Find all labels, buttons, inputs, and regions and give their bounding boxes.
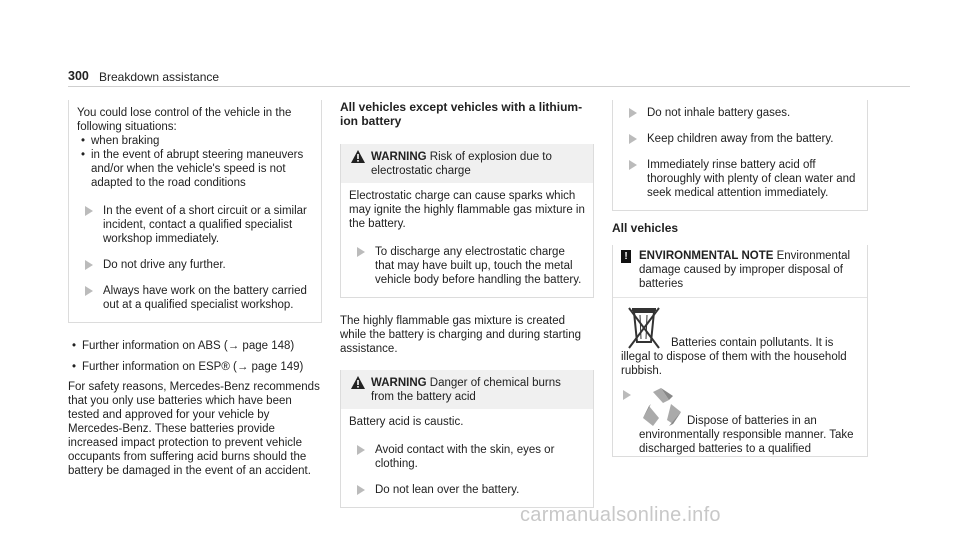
action-text: Immediately rinse battery acid off thoroughly with plenty of clean water and seek medical attention immediately.	[647, 159, 856, 199]
action-step	[349, 245, 585, 287]
section-heading: All vehicles except vehicles with a lithium-ion battery	[340, 100, 583, 128]
warning-title: Risk of explosion due to electrostatic charge	[371, 151, 552, 177]
pollutants-text: Batteries contain pollutants. It is illegal to dispose of them with the household rubbish.	[621, 337, 847, 377]
action-text: In the event of a short circuit or a similar incident, contact a qualified specialist workshop immediately.	[103, 205, 307, 245]
arrow-icon	[85, 206, 93, 216]
column-3	[612, 100, 868, 457]
warning-label: WARNING	[371, 151, 427, 163]
watermark: carmanualsonline.info	[520, 504, 721, 526]
action-step	[349, 483, 585, 497]
action-step	[349, 443, 585, 471]
action-step	[77, 284, 313, 312]
environment-header	[613, 245, 867, 298]
arrow-icon	[623, 390, 631, 400]
warning-title: Danger of chemical burns from the battery acid	[371, 377, 561, 403]
action-text: Do not drive any further.	[103, 259, 226, 271]
safety-text: For safety reasons, Mercedes-Benz recommends that you only use batteries which have been tested and approved for your vehicle by Mercedes-Benz. These batteries provide increased impact protection to prevent vehicle occupants from suffering acid burns should the battery be damaged in the event of an accident.	[68, 381, 320, 477]
section-heading: All vehicles	[612, 221, 679, 235]
action-text: Always have work on the battery carried out at a qualified specialist workshop.	[103, 285, 307, 311]
header-divider	[68, 86, 910, 87]
warning-continuation-box	[68, 100, 322, 323]
arrow-icon	[357, 247, 365, 257]
dispose-text: Dispose of batteries in an environmentally responsible manner. Take discharged batteries to a qualified	[639, 415, 854, 455]
action-text: Do not inhale battery gases.	[647, 107, 791, 119]
page-title: Breakdown assistance	[99, 70, 220, 84]
arrow-icon	[85, 260, 93, 270]
warning-box	[340, 370, 594, 508]
action-text: Avoid contact with the skin, eyes or clothing.	[375, 444, 555, 470]
warning-header	[341, 370, 593, 409]
intro-text: You could lose control of the vehicle in the following situations:	[77, 107, 292, 133]
action-step	[621, 106, 859, 120]
reference-link-abs[interactable]: • Further information on ABS (→ page 148)	[68, 339, 322, 353]
environment-title: Environmental damage caused by improper disposal of batteries	[639, 250, 851, 290]
warning-body: Battery acid is caustic.	[349, 416, 464, 428]
action-text: To discharge any electrostatic charge that may have built up, touch the metal vehicle body before handling the battery.	[375, 246, 582, 286]
warning-body: Electrostatic charge can cause sparks which may ignite the highly flammable gas mixture in the battery.	[349, 190, 585, 230]
warning-icon	[351, 376, 365, 389]
column-1	[68, 100, 322, 478]
reference-link-esp[interactable]: • Further information on ESP® (→ page 149)	[68, 360, 322, 374]
list-item: • when braking	[77, 134, 313, 148]
column-2	[340, 100, 594, 508]
action-step	[77, 258, 313, 272]
action-text: Keep children away from the battery.	[647, 133, 834, 145]
action-step	[77, 204, 313, 246]
arrow-icon	[85, 286, 93, 296]
arrow-icon	[629, 108, 637, 118]
environment-label: ENVIRONMENTAL NOTE	[639, 250, 774, 262]
arrow-icon	[357, 445, 365, 455]
list-item: • in the event of abrupt steering maneuvers and/or when the vehicle's speed is not adapted to the road conditions	[77, 148, 313, 190]
exclamation-icon: !	[621, 250, 631, 263]
warning-label: WARNING	[371, 377, 427, 389]
action-step	[621, 132, 859, 146]
warning-header	[341, 144, 593, 183]
arrow-icon	[629, 160, 637, 170]
arrow-icon	[357, 485, 365, 495]
warning-box	[340, 144, 594, 298]
warning-continuation-box	[612, 100, 868, 211]
gas-mixture-text: The highly flammable gas mixture is created while the battery is charging and during starting assistance.	[340, 315, 582, 355]
action-step	[621, 158, 859, 200]
warning-icon	[351, 150, 365, 163]
action-text: Do not lean over the battery.	[375, 484, 520, 496]
environment-note-box	[612, 245, 868, 457]
arrow-icon	[629, 134, 637, 144]
page-number: 300	[68, 69, 89, 83]
action-step	[621, 386, 859, 456]
